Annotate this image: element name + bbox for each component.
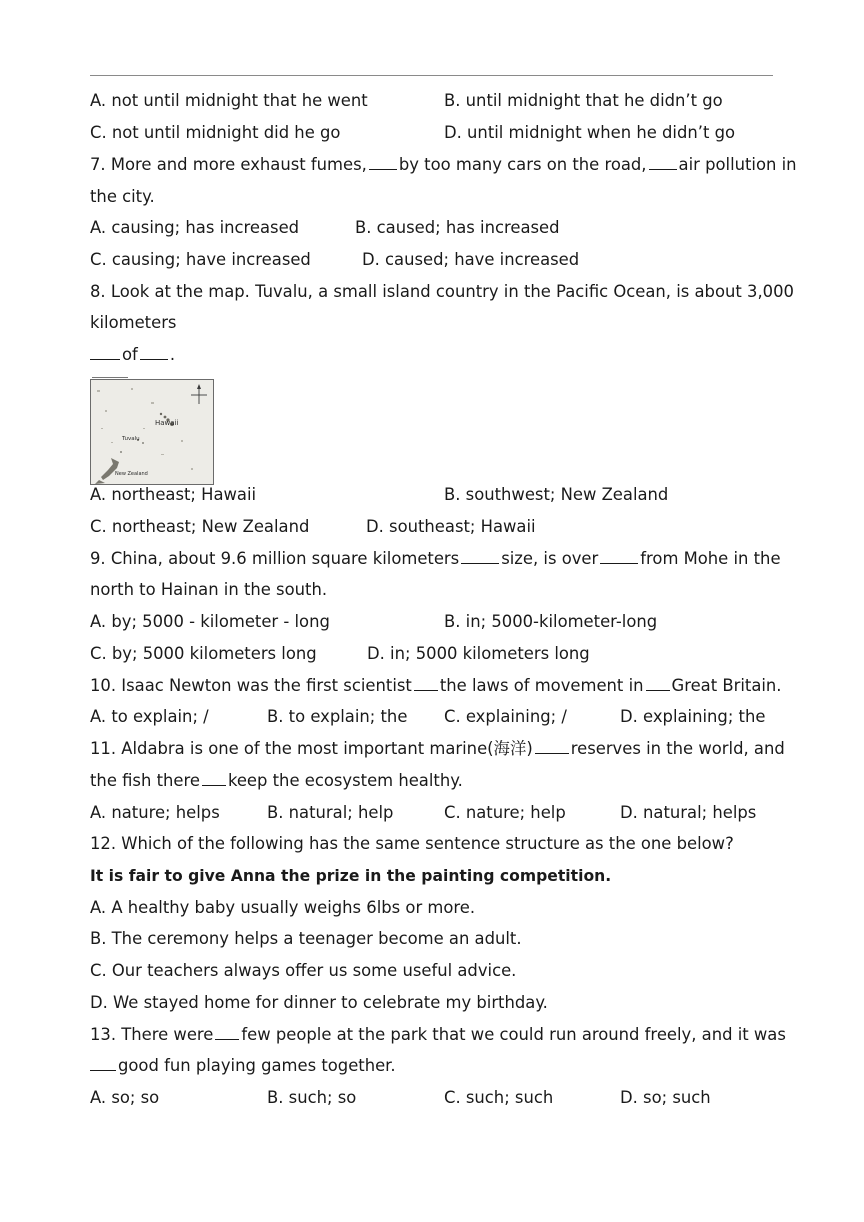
q10-stem [90, 676, 782, 696]
q9-blank-2 [600, 562, 638, 564]
q10-text-3: Great Britain. [671, 676, 782, 695]
q9-stem-line1 [90, 549, 781, 569]
header-rule [90, 75, 773, 76]
q8-option-b: B. southwest; New Zealand [444, 485, 669, 504]
q7-stem-line2: the city. [90, 187, 155, 206]
pacific-map-image [90, 379, 214, 485]
q12-option-a: A. A healthy baby usually weighs 6lbs or more. [90, 898, 476, 917]
q11-blank-1 [535, 752, 569, 754]
q7-text-2: by too many cars on the road, [398, 155, 647, 174]
q11-text-4: keep the ecosystem healthy. [227, 771, 463, 790]
q10-text-1: 10. Isaac Newton was the first scientist [90, 676, 412, 695]
q10-blank-1 [414, 689, 438, 691]
q6-option-a: A. not until midnight that he went [90, 91, 368, 110]
q7-blank-1 [369, 168, 397, 170]
q6-option-d: D. until midnight when he didn’t go [444, 123, 736, 142]
q13-option-b: B. such; so [267, 1088, 357, 1107]
q9-stem-line2: north to Hainan in the south. [90, 580, 328, 599]
q13-option-d: D. so; such [620, 1088, 711, 1107]
map-top-mark [92, 377, 128, 378]
q11-blank-2 [202, 784, 226, 786]
q13-stem-line1 [90, 1025, 786, 1045]
q9-blank-1 [461, 562, 499, 564]
q12-option-d: D. We stayed home for dinner to celebrate my birthday. [90, 993, 548, 1012]
q10-blank-2 [646, 689, 670, 691]
map-label-tuvalu: Tuvalu [122, 436, 140, 442]
q13-option-c: C. such; such [444, 1088, 554, 1107]
q13-text-2: few people at the park that we could run around freely, and it was [241, 1025, 786, 1044]
q10-option-c: C. explaining; / [444, 707, 567, 726]
q7-option-b: B. caused; has increased [355, 218, 560, 237]
map-label-hawaii: Hawaii [155, 419, 179, 427]
q13-text-3: good fun playing games together. [118, 1056, 396, 1075]
q7-option-c: C. causing; have increased [90, 250, 311, 269]
q9-text-2: size, is over [501, 549, 599, 568]
q10-option-d: D. explaining; the [620, 707, 766, 726]
q8-text-period: . [169, 345, 176, 364]
q11-text-2: reserves in the world, and [570, 739, 785, 758]
q8-option-d: D. southeast; Hawaii [366, 517, 536, 536]
q8-blank-1 [90, 358, 120, 360]
q12-option-b: B. The ceremony helps a teenager become an adult. [90, 929, 522, 948]
q9-text-1: 9. China, about 9.6 million square kilometers [90, 549, 460, 568]
q13-blank-1 [215, 1038, 239, 1040]
q8-stem-line1: 8. Look at the map. Tuvalu, a small island country in the Pacific Ocean, is about 3,000 [90, 282, 794, 301]
q11-text-3: the fish there [90, 771, 200, 790]
q6-option-c: C. not until midnight did he go [90, 123, 341, 142]
q13-stem-line2 [90, 1056, 396, 1076]
q13-option-a: A. so; so [90, 1088, 160, 1107]
q6-option-b: B. until midnight that he didn’t go [444, 91, 723, 110]
q11-option-d: D. natural; helps [620, 803, 757, 822]
q11-option-b: B. natural; help [267, 803, 394, 822]
q8-stem-line3 [90, 345, 175, 365]
q10-option-b: B. to explain; the [267, 707, 408, 726]
q11-text-1: 11. Aldabra is one of the most important marine(海洋) [90, 739, 533, 758]
q9-option-b: B. in; 5000-kilometer-long [444, 612, 658, 631]
q11-option-a: A. nature; helps [90, 803, 220, 822]
q8-option-a: A. northeast; Hawaii [90, 485, 257, 504]
q10-option-a: A. to explain; / [90, 707, 209, 726]
q8-blank-2 [140, 358, 168, 360]
q11-stem-line2 [90, 771, 463, 791]
q7-text-1: 7. More and more exhaust fumes, [90, 155, 367, 174]
q9-option-c: C. by; 5000 kilometers long [90, 644, 317, 663]
q10-text-2: the laws of movement in [439, 676, 644, 695]
q11-option-c: C. nature; help [444, 803, 566, 822]
q12-example-sentence: It is fair to give Anna the prize in the painting competition. [90, 867, 612, 885]
q12-option-c: C. Our teachers always offer us some useful advice. [90, 961, 517, 980]
q8-option-c: C. northeast; New Zealand [90, 517, 310, 536]
q7-option-a: A. causing; has increased [90, 218, 300, 237]
q7-stem-line1 [90, 155, 797, 175]
q13-text-1: 13. There were [90, 1025, 214, 1044]
q8-stem-line2: kilometers [90, 313, 177, 332]
q11-stem-line1 [90, 739, 785, 759]
q12-stem: 12. Which of the following has the same sentence structure as the one below? [90, 834, 734, 853]
q13-blank-2 [90, 1069, 116, 1071]
q9-text-3: from Mohe in the [640, 549, 781, 568]
q7-option-d: D. caused; have increased [362, 250, 580, 269]
q8-text-of: of [122, 345, 138, 364]
q9-option-a: A. by; 5000 - kilometer - long [90, 612, 330, 631]
q7-text-3: air pollution in [678, 155, 797, 174]
q7-blank-2 [649, 168, 677, 170]
map-label-new-zealand: New Zealand [115, 471, 148, 477]
q9-option-d: D. in; 5000 kilometers long [367, 644, 590, 663]
